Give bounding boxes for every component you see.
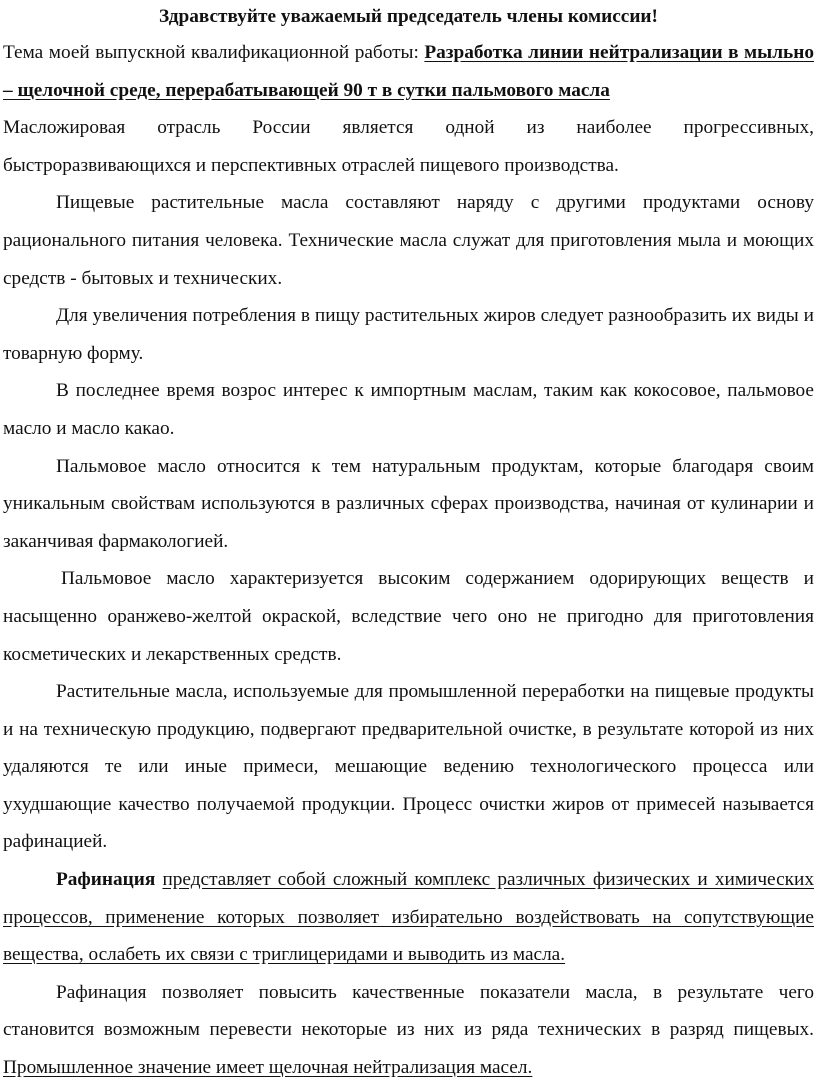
paragraph-palm-oil-uses: Пальмовое масло относится к тем натуральным продуктам, которые благодаря своим уникальным свойствам используются в различных сферах производства, начиная от кулинарии и заканчивая фармакологией. <box>3 455 814 552</box>
paragraph-refining-definition <box>3 861 814 974</box>
paragraph-imported-oils: В последнее время возрос интерес к импортным маслам, таким как кокосовое, пальмовое масло и масло какао. <box>3 380 814 439</box>
topic-paragraph <box>3 34 814 109</box>
refining-term: Рафинация <box>56 869 156 891</box>
paragraph-food-oils: Пищевые растительные масла составляют наряду с другими продуктами основу рационального питания человека. Технические масла служат для приготовления мыла и моющих средств - бытовых и технических. <box>3 192 814 289</box>
refining-benefits-text: Рафинация позволяет повысить качественные показатели масла, в результате чего становится возможным перевести некоторые из них из ряда технических в разряд пищевых. <box>3 981 814 1041</box>
topic-name: Разработка линии нейтрализации в мыльно – щелочной среде, перерабатывающей 90 т в сутки пальмового масла <box>3 42 814 101</box>
paragraph-purification: Растительные масла, используемые для промышленной переработки на пищевые продукты и на техническую продукцию, подвергают предварительной очистке, в результате которой из них удаляются те или иные примеси, мешающие ведению технологического процесса или ухудшающие качество получаемой продукции. Процесс очистки жиров от примесей называется рафинацией. <box>3 681 814 853</box>
neutralization-statement: Промышленное значение имеет щелочная нейтрализация масел. <box>3 1057 533 1079</box>
topic-lead: Тема моей выпускной квалификационной работы: <box>3 42 425 63</box>
paragraph-palm-oil-properties: Пальмовое масло характеризуется высоким содержанием одорирующих веществ и насыщенно оранжево-желтой окраской, вследствие чего оно не пригодно для приготовления косметических и лекарственных средств. <box>3 568 814 665</box>
paragraph-industry: Масложировая отрасль России является одной из наиболее прогрессивных, быстроразвивающихся и перспективных отраслей пищевого производства. <box>3 117 814 176</box>
paragraph-consumption: Для увеличения потребления в пищу растительных жиров следует разнообразить их виды и товарную форму. <box>3 305 814 364</box>
paragraph-refining-benefits <box>3 974 814 1087</box>
refining-definition-text: представляет собой сложный комплекс различных физических и химических процессов, применение которых позволяет избирательно воздействовать на сопутствующие вещества, ослабеть их связи с триглицеридами и выводить из масла. <box>3 869 814 966</box>
greeting-title: Здравствуйте уважаемый председатель члены комиссии! <box>159 6 658 27</box>
